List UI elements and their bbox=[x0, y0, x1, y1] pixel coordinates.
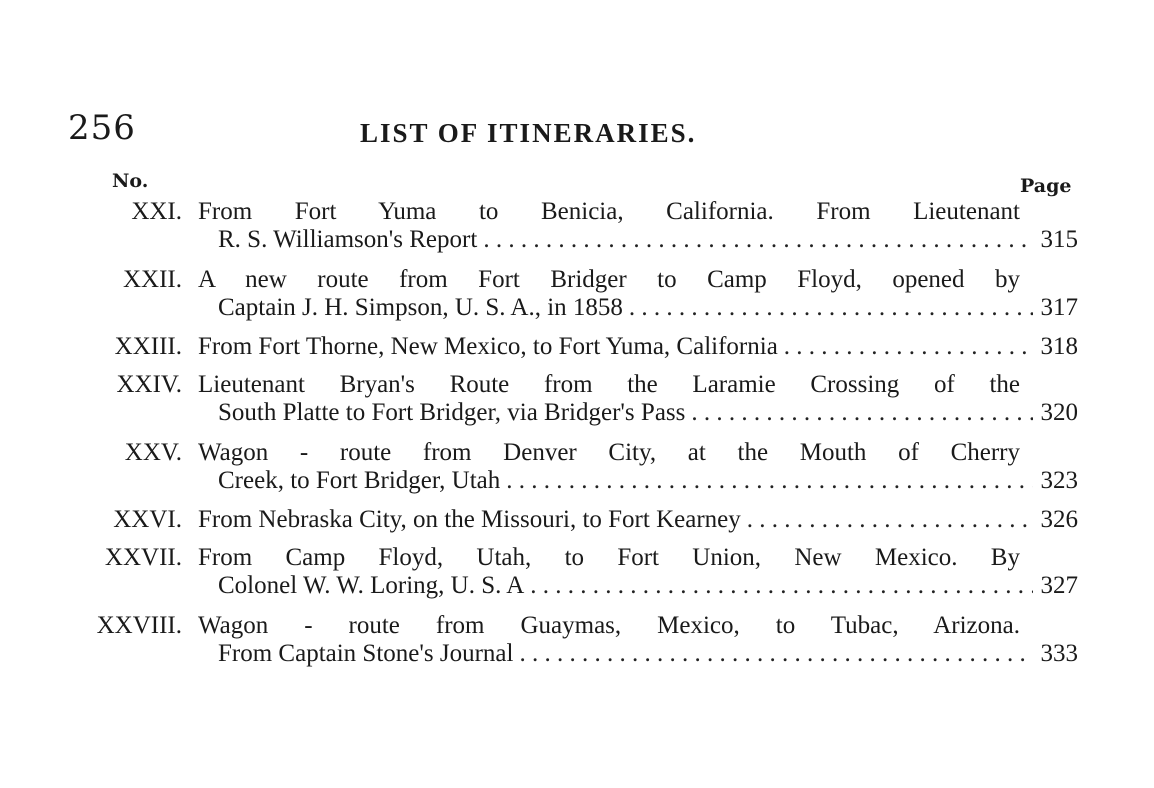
entry-number: XXII. bbox=[122, 266, 182, 293]
entry-page: 333 bbox=[1040, 640, 1078, 667]
entry-page: 317 bbox=[1040, 294, 1078, 321]
page-title: LIST OF ITINERARIES. bbox=[360, 118, 697, 148]
page-number: 256 bbox=[68, 108, 136, 148]
entry-number: XXVI. bbox=[113, 506, 182, 533]
entry-page: 327 bbox=[1040, 572, 1078, 599]
entry-title-line1: From Camp Floyd, Utah, to Fort Union, New Mexico. By bbox=[198, 544, 1020, 571]
entry-page: 323 bbox=[1040, 467, 1078, 494]
entry-title-line1: A new route from Fort Bridger to Camp Floyd, opened by bbox=[198, 266, 1020, 293]
entry-number: XXIII. bbox=[114, 333, 182, 360]
dot-leader bbox=[483, 226, 1032, 254]
entry-title-line2: Creek, to Fort Bridger, Utah bbox=[218, 467, 501, 494]
entry-title-line1: Lieutenant Bryan's Route from the Laramie Crossing of the bbox=[198, 371, 1020, 398]
column-header-no: No. bbox=[112, 170, 149, 192]
dot-leader bbox=[629, 294, 1033, 322]
entry-title-line1: From Fort Thorne, New Mexico, to Fort Yuma, California bbox=[198, 333, 778, 360]
entry-title-line2-row bbox=[218, 226, 1078, 254]
entry-title-line1: Wagon - route from Guaymas, Mexico, to Tubac, Arizona. bbox=[198, 612, 1020, 639]
entry-number: XXVIII. bbox=[96, 612, 182, 639]
entry-title-line2-row bbox=[218, 572, 1078, 600]
entry-page: 318 bbox=[1040, 333, 1078, 360]
entry-number: XXI. bbox=[131, 198, 182, 225]
entry-number: XXIV. bbox=[116, 371, 182, 398]
entry-title-line2: R. S. Williamson's Report bbox=[218, 226, 478, 253]
entry-page: 320 bbox=[1040, 399, 1078, 426]
entry-title-line2: Colonel W. W. Loring, U. S. A bbox=[218, 572, 525, 599]
entry-page: 315 bbox=[1040, 226, 1078, 253]
entry-title-line1: From Nebraska City, on the Missouri, to Fort Kearney bbox=[198, 506, 741, 533]
entry-title-line2: Captain J. H. Simpson, U. S. A., in 1858 bbox=[218, 294, 623, 321]
dot-leader bbox=[784, 333, 1033, 361]
entry-number: XXV. bbox=[124, 439, 182, 466]
dot-leader bbox=[530, 572, 1032, 600]
dot-leader bbox=[747, 506, 1033, 534]
dot-leader bbox=[519, 640, 1032, 668]
entry-title-line2: South Platte to Fort Bridger, via Bridger's Pass bbox=[218, 399, 686, 426]
column-header-page: Page bbox=[1020, 175, 1072, 197]
entry-title-line1: Wagon - route from Denver City, at the Mouth of Cherry bbox=[198, 439, 1020, 466]
entry-title-row bbox=[198, 333, 1078, 361]
dot-leader bbox=[691, 399, 1032, 427]
entry-title-line2: From Captain Stone's Journal bbox=[218, 640, 514, 667]
entry-title-line2-row bbox=[218, 294, 1078, 322]
entry-page: 326 bbox=[1040, 506, 1078, 533]
entry-title-line1: From Fort Yuma to Benicia, California. From Lieutenant bbox=[198, 198, 1020, 225]
entry-title-line2-row bbox=[218, 640, 1078, 668]
dot-leader bbox=[506, 467, 1032, 495]
entry-title-line2-row bbox=[218, 467, 1078, 495]
entry-number: XXVII. bbox=[104, 544, 182, 571]
entry-title-line2-row bbox=[218, 399, 1078, 427]
entry-title-row bbox=[198, 506, 1078, 534]
